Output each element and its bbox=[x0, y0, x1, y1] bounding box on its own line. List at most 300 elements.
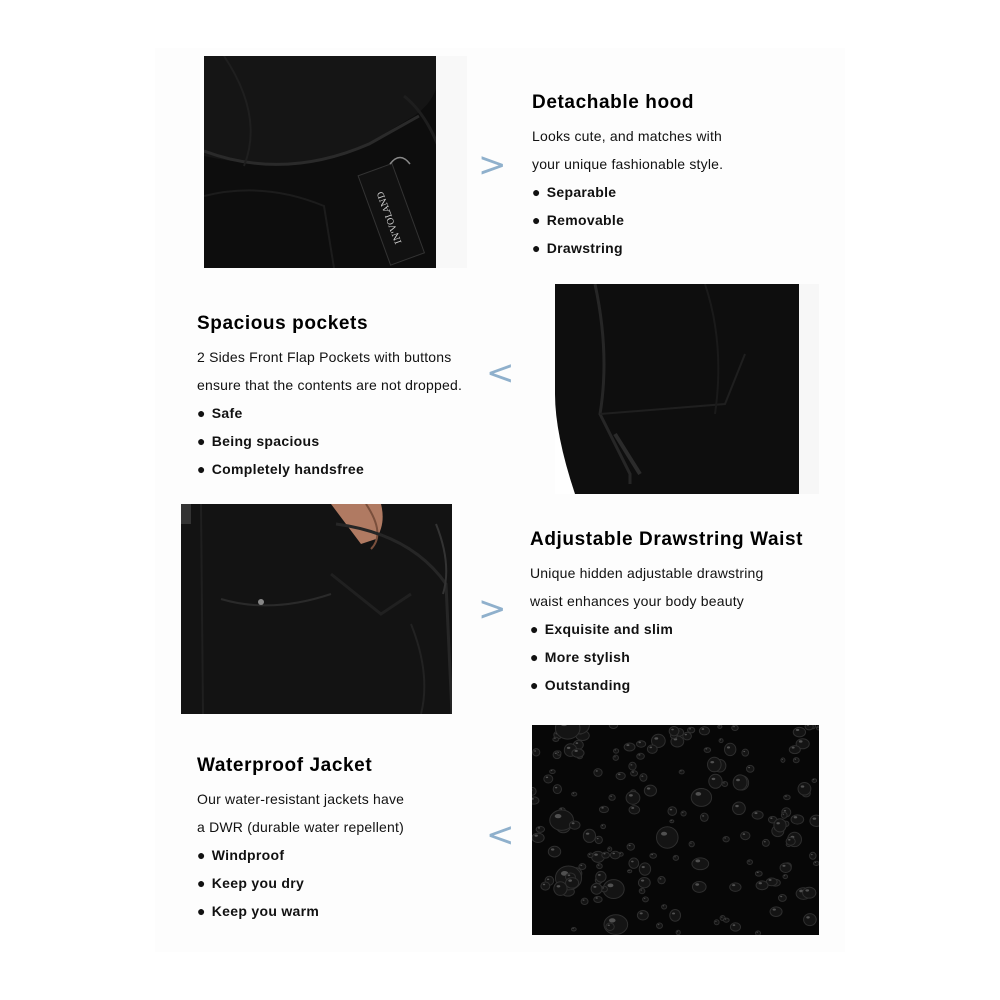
droplet-highlight bbox=[642, 866, 645, 868]
droplet-highlight bbox=[705, 748, 707, 749]
water-droplet bbox=[626, 791, 640, 804]
water-droplet bbox=[781, 758, 785, 762]
droplet-highlight bbox=[551, 848, 554, 850]
feature-bullet-label: Safe bbox=[211, 405, 243, 421]
droplet-highlight bbox=[631, 861, 634, 863]
droplet-highlight bbox=[677, 931, 678, 932]
water-droplet bbox=[532, 787, 536, 795]
water-droplet bbox=[730, 883, 741, 892]
bullet-icon: ● bbox=[532, 212, 541, 228]
droplet-highlight bbox=[672, 912, 675, 914]
droplet-highlight bbox=[801, 785, 805, 787]
droplet-highlight bbox=[573, 793, 574, 794]
droplet-highlight bbox=[785, 796, 787, 797]
droplet-highlight bbox=[770, 817, 772, 819]
water-droplet bbox=[722, 781, 728, 786]
water-droplet bbox=[554, 882, 567, 896]
bullet-icon: ● bbox=[197, 875, 206, 891]
feature-bullet bbox=[530, 671, 850, 699]
bullet-icon: ● bbox=[197, 433, 206, 449]
waist-photo bbox=[181, 504, 452, 714]
water-droplet bbox=[629, 806, 640, 814]
hang-tag-brand: IN'VOLAND bbox=[376, 189, 405, 246]
feature-waist bbox=[530, 529, 850, 699]
droplet-highlight bbox=[630, 764, 632, 765]
droplet-highlight bbox=[759, 882, 762, 884]
water-droplet bbox=[572, 792, 577, 796]
water-droplet bbox=[733, 775, 747, 790]
droplet-highlight bbox=[695, 859, 700, 862]
water-droplet bbox=[804, 914, 817, 926]
feature-bullet bbox=[197, 455, 497, 483]
droplet-highlight bbox=[715, 921, 716, 922]
droplet-highlight bbox=[534, 750, 536, 751]
feature-title: Spacious pockets bbox=[197, 313, 369, 334]
feature-bullet bbox=[197, 841, 497, 869]
water-droplet bbox=[670, 820, 674, 823]
droplet-highlight bbox=[727, 746, 730, 748]
droplet-highlight bbox=[671, 820, 672, 821]
droplet-highlight bbox=[644, 898, 646, 899]
droplet-highlight bbox=[720, 739, 721, 740]
droplet-highlight bbox=[547, 878, 549, 880]
water-droplet bbox=[709, 774, 722, 788]
water-droplet bbox=[640, 774, 647, 782]
water-droplet bbox=[723, 836, 729, 841]
water-droplet bbox=[786, 838, 795, 846]
droplet-highlight bbox=[534, 835, 537, 837]
water-droplet bbox=[639, 888, 645, 893]
bullet-icon: ● bbox=[197, 847, 206, 863]
water-droplet bbox=[594, 896, 602, 902]
water-droplet bbox=[616, 772, 625, 779]
water-droplet bbox=[770, 907, 782, 917]
water-droplet bbox=[704, 748, 711, 753]
water-droplet bbox=[566, 878, 579, 888]
droplet-highlight bbox=[736, 779, 740, 781]
droplet-highlight bbox=[784, 875, 785, 876]
water-droplet bbox=[756, 881, 768, 890]
water-droplet bbox=[746, 765, 753, 772]
droplet-highlight bbox=[732, 884, 735, 886]
droplet-highlight bbox=[557, 885, 561, 887]
water-droplet bbox=[719, 739, 723, 743]
water-droplet bbox=[798, 782, 811, 795]
droplet-highlight bbox=[596, 770, 598, 771]
bullet-icon: ● bbox=[197, 903, 206, 919]
droplet-highlight bbox=[788, 839, 791, 841]
bullet-icon: ● bbox=[532, 240, 541, 256]
droplet-highlight bbox=[543, 884, 546, 886]
water-droplet bbox=[606, 923, 614, 930]
water-droplet bbox=[643, 897, 649, 902]
droplet-highlight bbox=[784, 810, 787, 812]
droplet-highlight bbox=[769, 879, 772, 881]
water-droplet bbox=[670, 909, 681, 921]
water-droplet bbox=[707, 757, 721, 771]
feature-bullet-list bbox=[197, 399, 497, 483]
water-droplet bbox=[723, 918, 729, 922]
pocket-photo bbox=[555, 284, 819, 494]
water-droplet bbox=[668, 807, 677, 816]
droplet-highlight bbox=[608, 924, 610, 926]
water-droplet bbox=[656, 827, 678, 848]
feature-desc-line: your unique fashionable style. bbox=[532, 156, 724, 172]
droplet-highlight bbox=[725, 919, 727, 920]
droplet-highlight bbox=[572, 822, 575, 824]
water-droplet bbox=[609, 795, 615, 801]
feature-bullet bbox=[532, 178, 832, 206]
water-droplet bbox=[730, 923, 740, 931]
water-droplet bbox=[793, 727, 805, 737]
water-droplet bbox=[541, 882, 550, 890]
droplet-highlight bbox=[538, 827, 540, 829]
feature-desc-line: ensure that the contents are not dropped. bbox=[197, 377, 463, 393]
water-droplet bbox=[601, 824, 606, 828]
water-droplet bbox=[692, 858, 709, 870]
droplet-highlight bbox=[601, 807, 604, 809]
feature-bullet-label: Being spacious bbox=[211, 433, 320, 449]
bullet-icon: ● bbox=[530, 649, 539, 665]
droplet-highlight bbox=[649, 747, 652, 749]
droplet-highlight bbox=[631, 807, 634, 809]
arrow-left-icon: < bbox=[486, 353, 515, 393]
water-droplet bbox=[637, 753, 645, 759]
water-droplet bbox=[613, 749, 618, 753]
water-droplet bbox=[816, 726, 819, 730]
water-droplet bbox=[741, 832, 750, 840]
droplet-highlight bbox=[796, 729, 799, 731]
feature-bullet-label: Keep you dry bbox=[211, 875, 305, 891]
droplet-highlight bbox=[719, 725, 720, 726]
droplet-highlight bbox=[764, 841, 766, 842]
droplet-highlight bbox=[724, 837, 726, 838]
feature-bullet-label: More stylish bbox=[544, 649, 631, 665]
droplet-highlight bbox=[813, 817, 817, 819]
feature-bullet-label: Completely handsfree bbox=[211, 461, 365, 477]
water-droplet bbox=[610, 851, 619, 859]
arrow-right-icon: > bbox=[478, 145, 507, 185]
water-droplet bbox=[572, 749, 584, 758]
feature-bullet-label: Windproof bbox=[211, 847, 285, 863]
hood-photo bbox=[204, 56, 467, 268]
water-droplet bbox=[581, 898, 588, 904]
feature-bullet bbox=[197, 427, 497, 455]
feature-bullet bbox=[532, 234, 832, 262]
droplet-highlight bbox=[641, 879, 644, 881]
water-droplet bbox=[793, 758, 799, 763]
water-droplet bbox=[557, 751, 561, 755]
droplet-highlight bbox=[817, 727, 818, 728]
droplet-highlight bbox=[638, 754, 640, 755]
droplet-highlight bbox=[757, 872, 759, 873]
water-droplet bbox=[755, 931, 760, 935]
droplet-highlight bbox=[792, 747, 795, 749]
water-droplet bbox=[673, 855, 678, 860]
droplet-highlight bbox=[551, 770, 553, 771]
water-droplet bbox=[532, 833, 544, 842]
water-droplet bbox=[599, 806, 608, 812]
droplet-highlight bbox=[735, 805, 739, 807]
water-droplet bbox=[803, 887, 816, 898]
water-droplet bbox=[637, 911, 648, 920]
water-droplet bbox=[805, 725, 813, 730]
droplet-highlight bbox=[701, 728, 704, 730]
droplet-highlight bbox=[712, 778, 716, 780]
droplet-highlight bbox=[603, 853, 605, 854]
droplet-highlight bbox=[602, 825, 603, 826]
droplet-highlight bbox=[628, 870, 629, 871]
feature-desc-line: Unique hidden adjustable drawstring bbox=[530, 565, 764, 581]
water-droplet bbox=[747, 860, 752, 865]
water-droplet bbox=[700, 813, 708, 821]
droplet-highlight bbox=[806, 916, 810, 918]
water-droplet bbox=[725, 743, 736, 755]
droplet-highlight bbox=[663, 905, 664, 906]
feature-bullet-list bbox=[532, 178, 832, 262]
droplet-highlight bbox=[610, 796, 612, 797]
droplet-highlight bbox=[794, 816, 798, 818]
water-droplet bbox=[657, 923, 663, 928]
droplet-highlight bbox=[723, 782, 725, 783]
droplet-highlight bbox=[748, 767, 750, 768]
droplet-highlight bbox=[614, 756, 616, 757]
droplet-highlight bbox=[671, 729, 674, 731]
droplet-highlight bbox=[776, 822, 779, 824]
water-droplet bbox=[639, 863, 650, 875]
droplet-highlight bbox=[641, 776, 643, 777]
droplet-highlight bbox=[546, 777, 549, 779]
water-droplet bbox=[681, 811, 686, 816]
droplet-highlight bbox=[586, 833, 589, 835]
droplet-highlight bbox=[609, 918, 616, 922]
droplet-highlight bbox=[593, 886, 596, 888]
water-droplet bbox=[689, 841, 694, 846]
water-droplet bbox=[732, 725, 738, 730]
droplet-highlight bbox=[608, 883, 614, 887]
droplet-highlight bbox=[554, 738, 556, 739]
water-droplet bbox=[627, 843, 634, 850]
water-droplet bbox=[783, 875, 788, 879]
feature-bullet bbox=[197, 897, 497, 925]
water-droplet bbox=[733, 802, 746, 815]
water-droplet bbox=[781, 812, 787, 818]
droplet-highlight bbox=[651, 854, 653, 855]
droplet-highlight bbox=[580, 865, 582, 866]
droplet-highlight bbox=[799, 740, 803, 742]
feature-bullet-list bbox=[197, 841, 497, 925]
bullet-icon: ● bbox=[532, 184, 541, 200]
droplet-highlight bbox=[555, 814, 562, 818]
droplet-highlight bbox=[654, 737, 658, 739]
droplet-highlight bbox=[568, 874, 571, 876]
water-droplets-photo bbox=[532, 725, 819, 935]
droplet-highlight bbox=[632, 772, 634, 773]
water-droplet bbox=[597, 864, 603, 869]
bullet-icon: ● bbox=[530, 677, 539, 693]
water-droplet bbox=[629, 762, 636, 770]
droplet-highlight bbox=[795, 759, 797, 760]
water-droplet bbox=[810, 852, 816, 859]
feature-desc-line: Looks cute, and matches with bbox=[532, 128, 723, 144]
droplet-highlight bbox=[695, 883, 699, 885]
feature-desc-line: Our water-resistant jackets have bbox=[197, 791, 405, 807]
droplet-highlight bbox=[813, 779, 814, 780]
droplet-highlight bbox=[615, 750, 616, 751]
droplet-highlight bbox=[640, 890, 642, 891]
droplet-highlight bbox=[638, 742, 641, 744]
feature-bullet-label: Drawstring bbox=[546, 240, 623, 256]
water-droplet bbox=[591, 883, 602, 894]
droplet-highlight bbox=[659, 878, 661, 879]
water-droplet bbox=[595, 836, 602, 843]
feature-bullet bbox=[532, 206, 832, 234]
water-droplet bbox=[789, 746, 800, 754]
droplet-highlight bbox=[661, 832, 667, 836]
water-droplet bbox=[644, 785, 656, 796]
droplet-highlight bbox=[695, 792, 701, 796]
water-droplet bbox=[752, 811, 763, 819]
water-droplet bbox=[602, 852, 610, 858]
feature-desc-line: 2 Sides Front Flap Pockets with buttons bbox=[197, 349, 452, 365]
feature-title: Detachable hood bbox=[532, 92, 695, 113]
feature-bullet-label: Separable bbox=[546, 184, 617, 200]
water-droplet bbox=[714, 920, 719, 925]
water-droplet bbox=[647, 745, 657, 754]
feature-bullet bbox=[197, 869, 497, 897]
droplet-highlight bbox=[647, 787, 650, 789]
water-droplet bbox=[813, 861, 819, 865]
feature-title: Adjustable Drawstring Waist bbox=[530, 529, 804, 550]
feature-desc-line: a DWR (durable water repellent) bbox=[197, 819, 404, 835]
droplet-highlight bbox=[773, 908, 776, 910]
droplet-highlight bbox=[640, 912, 643, 914]
water-droplet bbox=[662, 905, 667, 909]
water-droplet bbox=[774, 819, 786, 832]
water-droplet bbox=[650, 853, 657, 858]
water-droplet bbox=[609, 725, 618, 729]
water-droplet bbox=[571, 927, 576, 931]
droplet-highlight bbox=[690, 843, 691, 844]
feature-title: Waterproof Jacket bbox=[197, 755, 373, 776]
droplet-highlight bbox=[674, 856, 676, 857]
droplet-highlight bbox=[589, 854, 590, 855]
water-droplet bbox=[755, 871, 762, 876]
droplet-highlight bbox=[572, 928, 573, 929]
droplet-highlight bbox=[658, 924, 660, 925]
droplet-highlight bbox=[710, 761, 714, 763]
water-droplet bbox=[742, 749, 749, 756]
droplet-highlight bbox=[583, 900, 585, 901]
feature-bullet-label: Keep you warm bbox=[211, 903, 320, 919]
arrow-right-icon: > bbox=[478, 589, 507, 629]
droplet-highlight bbox=[743, 751, 745, 752]
feature-bullet bbox=[530, 615, 850, 643]
water-droplet bbox=[778, 894, 786, 901]
water-droplet bbox=[550, 770, 556, 774]
feature-bullet-label: Removable bbox=[546, 212, 625, 228]
droplet-highlight bbox=[609, 848, 610, 849]
droplet-highlight bbox=[594, 853, 598, 855]
droplet-highlight bbox=[597, 838, 599, 839]
droplet-highlight bbox=[783, 814, 785, 815]
droplet-highlight bbox=[782, 865, 785, 867]
droplet-highlight bbox=[598, 865, 600, 866]
water-droplet bbox=[658, 877, 665, 884]
water-droplet bbox=[569, 821, 580, 829]
droplet-highlight bbox=[558, 752, 559, 753]
water-droplet bbox=[679, 770, 684, 774]
feature-bullet-label: Outstanding bbox=[544, 677, 631, 693]
water-droplet bbox=[780, 863, 791, 872]
droplet-highlight bbox=[567, 747, 570, 749]
water-droplet bbox=[548, 846, 560, 857]
feature-waterproof bbox=[197, 755, 497, 925]
water-droplet bbox=[579, 864, 586, 870]
bullet-icon: ● bbox=[530, 621, 539, 637]
droplet-highlight bbox=[626, 744, 629, 746]
water-droplet bbox=[629, 858, 639, 868]
bullet-icon: ● bbox=[197, 405, 206, 421]
droplet-highlight bbox=[811, 854, 813, 855]
water-droplet bbox=[669, 726, 679, 735]
droplet-highlight bbox=[680, 771, 681, 772]
water-droplet bbox=[691, 789, 711, 807]
feature-pockets bbox=[197, 313, 497, 483]
droplet-highlight bbox=[689, 728, 691, 729]
arrow-left-icon: < bbox=[486, 815, 515, 855]
droplet-highlight bbox=[815, 862, 817, 863]
water-droplet bbox=[762, 839, 769, 846]
water-droplet bbox=[608, 847, 612, 851]
water-droplet bbox=[791, 815, 804, 824]
droplet-highlight bbox=[754, 812, 757, 814]
water-droplet bbox=[613, 755, 618, 760]
feature-bullet bbox=[530, 643, 850, 671]
water-droplet bbox=[628, 870, 632, 873]
water-droplet bbox=[624, 743, 635, 751]
droplet-highlight bbox=[782, 759, 783, 760]
feature-hood bbox=[532, 92, 832, 262]
water-droplet bbox=[544, 775, 553, 783]
droplet-highlight bbox=[780, 896, 782, 897]
droplet-highlight bbox=[555, 787, 557, 788]
water-droplet bbox=[533, 749, 540, 756]
water-droplet bbox=[683, 732, 692, 740]
feature-desc-line: waist enhances your body beauty bbox=[530, 593, 744, 609]
droplet-highlight bbox=[575, 742, 578, 744]
droplet-highlight bbox=[598, 874, 601, 876]
droplet-highlight bbox=[721, 917, 722, 918]
water-droplet bbox=[553, 737, 559, 741]
water-droplet bbox=[812, 779, 817, 783]
water-droplet bbox=[718, 725, 722, 728]
water-droplet bbox=[588, 853, 593, 858]
droplet-highlight bbox=[682, 812, 683, 813]
bullet-icon: ● bbox=[197, 461, 206, 477]
water-droplet bbox=[638, 877, 650, 887]
feature-bullet-label: Exquisite and slim bbox=[544, 621, 674, 637]
water-droplet bbox=[784, 795, 790, 800]
water-droplet bbox=[536, 826, 544, 832]
droplet-highlight bbox=[685, 734, 687, 736]
droplet-highlight bbox=[596, 897, 598, 899]
droplet-highlight bbox=[733, 726, 735, 727]
droplet-highlight bbox=[733, 924, 736, 926]
droplet-highlight bbox=[618, 774, 621, 776]
water-droplet bbox=[596, 871, 606, 882]
water-droplet bbox=[631, 771, 638, 776]
